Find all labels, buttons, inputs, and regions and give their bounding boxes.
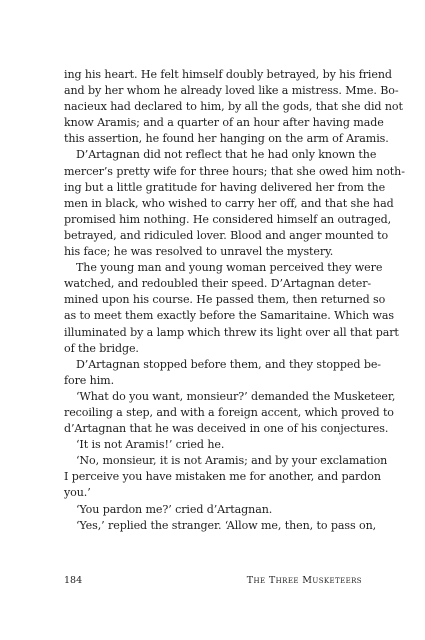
text-line: ‘No, monsieur, it is not Aramis; and by your exclamation (76, 454, 388, 468)
text-line: men in black, who wished to carry her off, and that she had (64, 196, 394, 210)
text-line: know Aramis; and a quarter of an hour after having made (64, 116, 384, 130)
text-line: I perceive you have mistaken me for another, and pardon (64, 470, 381, 484)
text-line: this assertion, he found her hanging on the arm of Aramis. (64, 132, 389, 146)
text-line: mercer’s pretty wife for three hours; that she owed him noth- (64, 164, 405, 178)
text-line: mined upon his course. He passed them, then returned so (64, 293, 386, 307)
text-line: illuminated by a lamp which threw its light over all that part (64, 325, 399, 339)
text-line: watched, and redoubled their speed. D’Artagnan deter- (64, 277, 372, 291)
text-line: ing but a little gratitude for having delivered her from the (64, 180, 386, 194)
text-line: fore him. (64, 373, 115, 387)
text-line: D’Artagnan stopped before them, and they stopped be- (76, 357, 381, 371)
text-line: D’Artagnan did not reflect that he had only known the (76, 148, 377, 162)
text-line: promised him nothing. He considered himself an outraged, (64, 212, 392, 226)
text-line: betrayed, and ridiculed lover. Blood and anger mounted to (64, 228, 389, 242)
text-line: d’Artagnan that he was deceived in one of his conjectures. (64, 422, 389, 436)
text-line: of the bridge. (64, 341, 139, 355)
page-footer (64, 575, 362, 589)
text-line: ‘You pardon me?’ cried d’Artagnan. (76, 502, 273, 516)
text-line: and by her whom he already loved like a mistress. Mme. Bo- (64, 84, 399, 98)
text-line: as to meet them exactly before the Samaritaine. Which was (64, 309, 395, 323)
text-line: recoiling a step, and with a foreign accent, which proved to (64, 405, 394, 419)
text-line: you.’ (64, 486, 91, 500)
text-line: ing his heart. He felt himself doubly betrayed, by his friend (64, 68, 392, 81)
text-line: The young man and young woman perceived they were (76, 261, 383, 275)
page-number: 184 (64, 575, 83, 586)
text-line: ‘It is not Aramis!’ cried he. (76, 438, 225, 452)
body-text (64, 67, 405, 534)
text-line: nacieux had declared to him, by all the gods, that she did not (64, 100, 403, 114)
running-title: The Three Musketeers (246, 575, 362, 586)
text-line: ‘Yes,’ replied the stranger. ‘Allow me, then, to pass on, (76, 518, 377, 532)
text-line: his face; he was resolved to unravel the mystery. (64, 245, 334, 259)
text-line: ‘What do you want, monsieur?’ demanded the Musketeer, (76, 389, 396, 403)
